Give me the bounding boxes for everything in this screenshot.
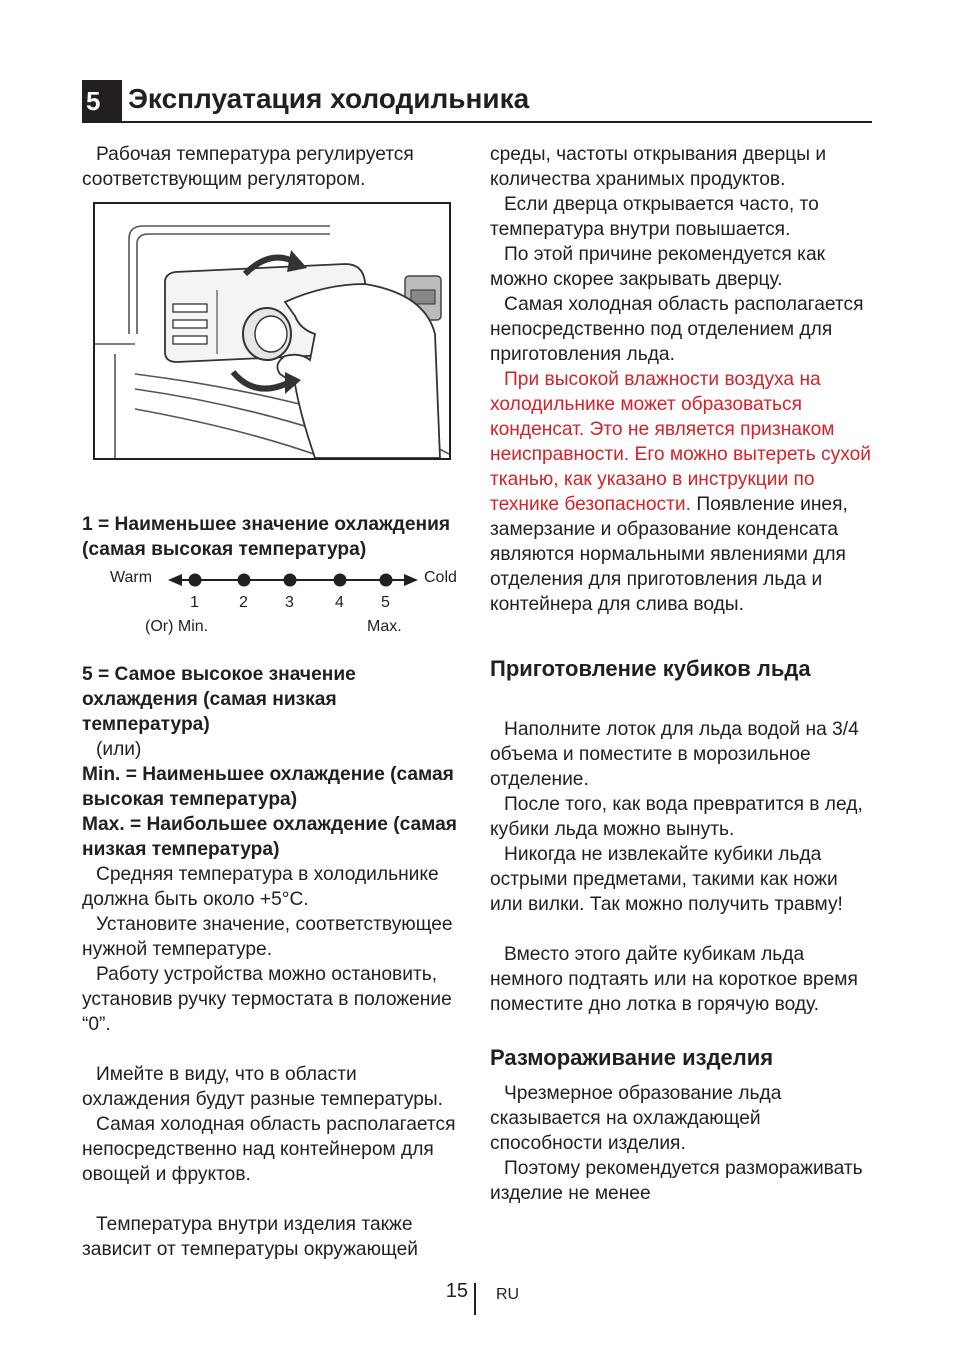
paragraph: Самая холодная область располагается непосредственно над контейнером для овощей и фруктов.: [82, 1114, 456, 1185]
paragraph: Вместо этого дайте кубикам льда немного подтаять или на короткое время поместите дно лотка в горячую воду.: [490, 944, 858, 1015]
paragraph: Самая холодная область располагается непосредственно под отделением для приготовления льда.: [490, 294, 864, 365]
hand-icon: [277, 284, 440, 458]
scale-dot-3: [284, 574, 297, 587]
condensation-warning: При высокой влажности воздуха на холодильнике может образоваться конденсат. Это не является признаком неисправности. Его можно вытереть сухой тканью, как указано в инструкции по технике безопасности.: [490, 369, 871, 515]
arrow-right-icon: [404, 574, 418, 586]
definition-1: 1 = Наименьшее значение охлаждения (самая высокая температура): [82, 514, 451, 560]
cold-label: Cold: [424, 569, 457, 586]
scale-label-4: 4: [335, 594, 344, 611]
intro-paragraph: Рабочая температура регулируется соответствующим регулятором.: [82, 144, 414, 190]
thermostat-illustration: [93, 202, 451, 460]
paragraph: Если дверца открывается часто, то температура внутри повышается.: [490, 194, 819, 240]
paragraph: По этой причине рекомендуется как можно скорее закрывать дверцу.: [490, 244, 826, 290]
definition-max: Max. = Наибольшее охлаждение (самая низкая температура): [82, 814, 457, 860]
paragraph: Установите значение, соответствующее нужной температуре.: [82, 914, 453, 960]
section-heading-defrost: Размораживание изделия: [490, 1045, 774, 1070]
definition-min: Min. = Наименьшее охлаждение (самая высокая температура): [82, 764, 454, 810]
paragraph: Температура внутри изделия также зависит от температуры окружающей: [82, 1214, 418, 1260]
paragraph: Наполните лоток для льда водой на 3/4 объема и поместите в морозильное отделение.: [490, 719, 859, 790]
knob-icon: [243, 308, 291, 360]
right-column: [490, 142, 875, 1206]
scale-label-3: 3: [285, 594, 294, 611]
paragraph: Чрезмерное образование льда сказывается на охлаждающей способности изделия.: [490, 1083, 782, 1154]
warm-label: Warm: [110, 569, 153, 586]
paragraph: После того, как вода превратится в лед, кубики льда можно вынуть.: [490, 794, 863, 840]
spacer: [490, 617, 875, 654]
scale-dot-1: [189, 574, 202, 587]
spacer: [490, 917, 875, 942]
page-title: Эксплуатация холодильника: [128, 83, 530, 114]
thermostat-drawing: [95, 204, 449, 458]
paragraph: Средняя температура в холодильнике должна быть около +5°C.: [82, 864, 439, 910]
spacer: [82, 1187, 467, 1212]
section-number: 5: [82, 80, 122, 122]
scale-dot-2: [238, 574, 251, 587]
scale-dot-5: [380, 574, 393, 587]
spacer: [490, 1073, 875, 1081]
spacer: [490, 1017, 875, 1043]
paragraph: Имейте в виду, что в области охлаждения будут разные температуры.: [82, 1064, 443, 1110]
or-label: (или): [96, 739, 142, 760]
language-code: RU: [496, 1286, 520, 1303]
header-divider: [82, 121, 872, 123]
definition-5: 5 = Самое высокое значение охлаждения (самая низкая температура): [82, 664, 356, 735]
temperature-scale: [82, 566, 472, 642]
paragraph: Никогда не извлекайте кубики льда острыми предметами, такими как ножи или вилки. Так можно получить травму!: [490, 844, 843, 915]
scale-label-2: 2: [239, 594, 248, 611]
spacer: [490, 684, 875, 717]
paragraph: Поэтому рекомендуется размораживать изделие не менее: [490, 1158, 863, 1204]
page-number: 15: [445, 1280, 468, 1302]
scale-line: [168, 572, 418, 588]
condensation-note: Появление инея, замерзание и образование конденсата являются нормальными явлениями для отделения для приготовления льда и контейнера для слива воды.: [490, 494, 848, 615]
scale-label-1: 1: [190, 594, 199, 611]
footer-divider: [474, 1283, 476, 1315]
spacer: [82, 1037, 467, 1062]
scale-dot-4: [334, 574, 347, 587]
scale-label-5: 5: [381, 594, 390, 611]
scale-min-label: (Or) Min.: [145, 618, 209, 635]
condensation-paragraph: [490, 367, 875, 617]
arrow-left-icon: [168, 574, 182, 586]
paragraph: Работу устройства можно остановить, установив ручку термостата в положение “0”.: [82, 964, 452, 1035]
section-heading-ice: Приготовление кубиков льда: [490, 656, 811, 681]
paragraph: среды, частоты открывания дверцы и количества хранимых продуктов.: [490, 144, 827, 190]
scale-max-label: Max.: [367, 618, 402, 635]
